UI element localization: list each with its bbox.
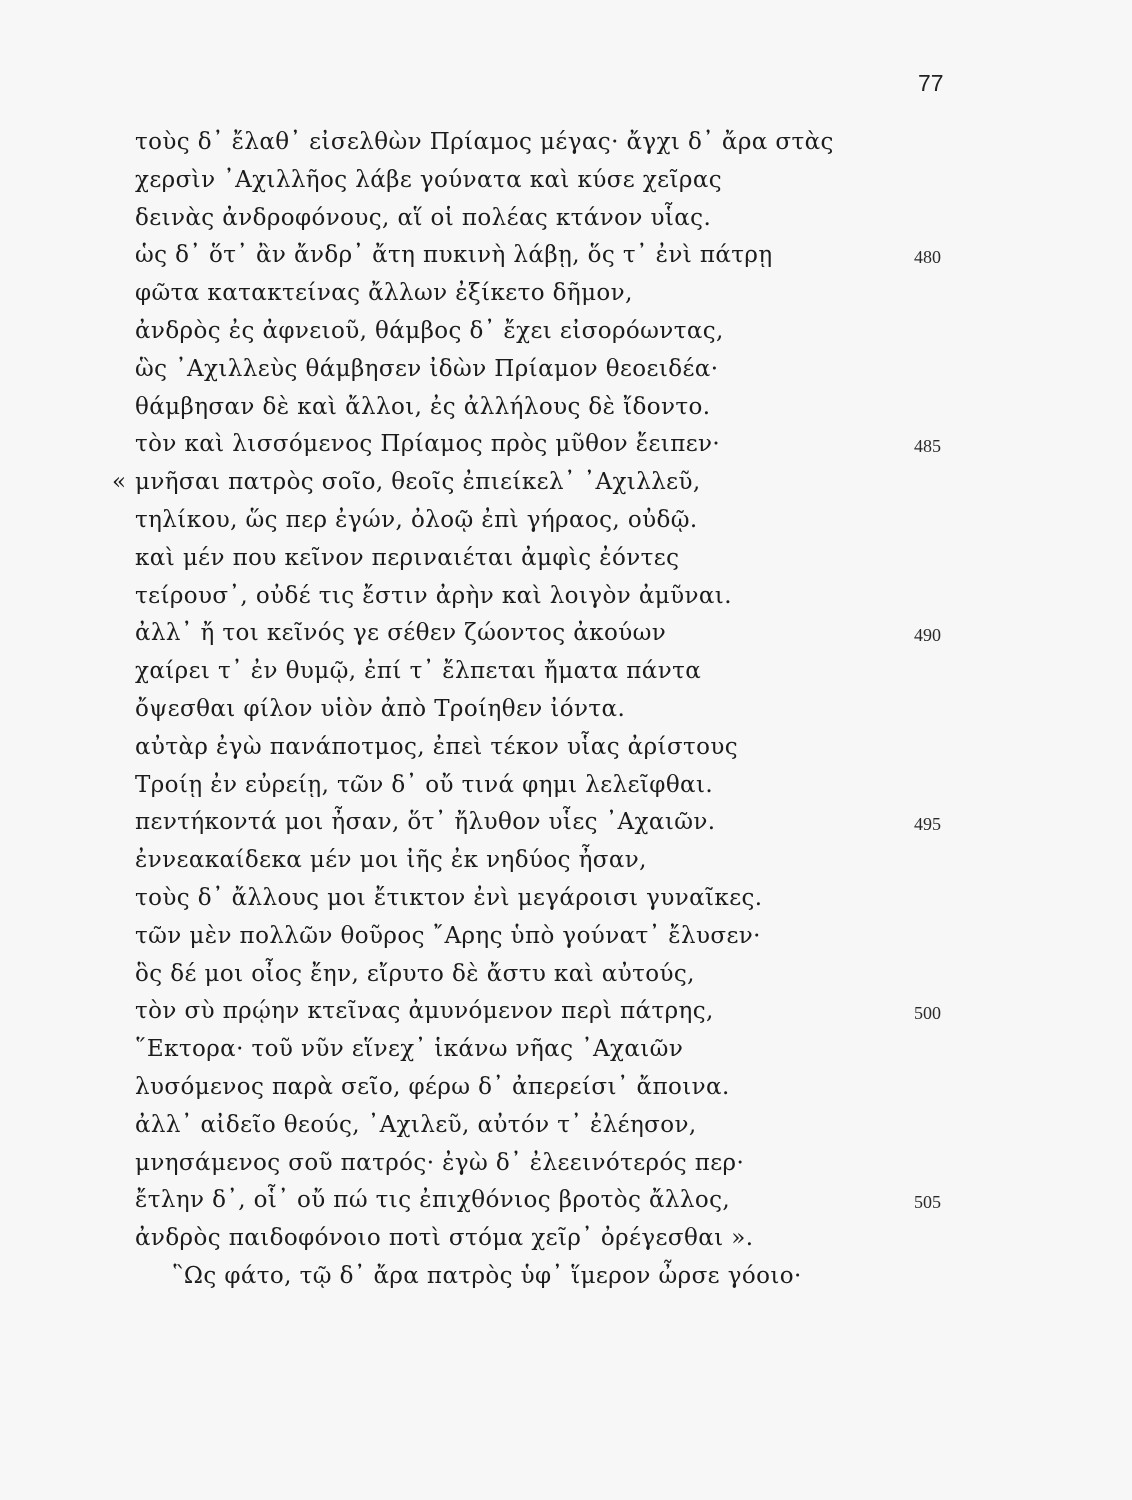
- verse-text: τείρουσ᾽, οὐδέ τις ἔστιν ἀρὴν καὶ λοιγὸν ἀμῦναι.: [135, 582, 732, 609]
- verse-line: [0, 767, 1132, 805]
- verse-text: ὃς δέ μοι οἶος ἔην, εἴρυτο δὲ ἄστυ καὶ αὐτούς,: [135, 960, 695, 987]
- verse-line: [0, 691, 1132, 729]
- verse-text: αὐτὰρ ἐγὼ πανάποτμος, ἐπεὶ τέκον υἷας ἀρίστους: [135, 733, 739, 760]
- verse-text: χερσὶν ᾽Αχιλλῆος λάβε γούνατα καὶ κύσε χεῖρας: [135, 166, 723, 193]
- verse-text: τὸν καὶ λισσόμενος Πρίαμος πρὸς μῦθον ἔειπεν·: [135, 431, 721, 458]
- verse-line: [0, 1258, 1132, 1296]
- verse-line: [0, 842, 1132, 880]
- verse-line: [0, 1145, 1132, 1183]
- verse-text: λυσόμενος παρὰ σεῖο, φέρω δ᾽ ἀπερείσι᾽ ἄποινα.: [135, 1073, 730, 1100]
- line-number: 490: [914, 625, 941, 646]
- verse-text: ἀλλ᾽ αἰδεῖο θεούς, ᾽Αχιλεῦ, αὐτόν τ᾽ ἐλέησον,: [135, 1111, 697, 1138]
- verse-line: [0, 540, 1132, 578]
- verse-text: ἀνδρὸς παιδοφόνοιο ποτὶ στόμα χεῖρ᾽ ὀρέγεσθαι ».: [135, 1225, 754, 1252]
- line-number: 500: [914, 1003, 941, 1024]
- verse-line: [0, 804, 1132, 842]
- verse-line: [0, 615, 1132, 653]
- verse-text: θάμβησαν δὲ καὶ ἄλλοι, ἐς ἀλλήλους δὲ ἴδοντο.: [135, 393, 711, 420]
- verse-line: [0, 956, 1132, 994]
- line-number: 480: [914, 247, 941, 268]
- line-number: 485: [914, 436, 941, 457]
- verse-text: τῶν μὲν πολλῶν θοῦρος ῎Αρης ὑπὸ γούνατ᾽ ἔλυσεν·: [135, 922, 761, 949]
- verse-line: [0, 200, 1132, 238]
- verse-line: [0, 162, 1132, 200]
- verse-text: Τροίῃ ἐν εὐρείῃ, τῶν δ᾽ οὔ τινά φημι λελεῖφθαι.: [135, 771, 714, 798]
- verse-text: καὶ μέν που κεῖνον περιναιέται ἀμφὶς ἐόντες: [135, 544, 680, 571]
- verse-text: μνησάμενος σοῦ πατρός· ἐγὼ δ᾽ ἐλεεινότερός περ·: [135, 1149, 745, 1176]
- verse-text: τὸν σὺ πρῴην κτεῖνας ἀμυνόμενον περὶ πάτρης,: [135, 998, 714, 1025]
- verse-line: [0, 464, 1132, 502]
- line-number: 495: [914, 814, 941, 835]
- quotation-mark: «: [112, 469, 127, 496]
- line-number: 505: [914, 1192, 941, 1213]
- verse-text: φῶτα κατακτείνας ἄλλων ἐξίκετο δῆμον,: [135, 280, 633, 307]
- verse-text: ὣς ᾽Αχιλλεὺς θάμβησεν ἰδὼν Πρίαμον θεοειδέα·: [135, 355, 719, 382]
- verse-line: [0, 653, 1132, 691]
- verse-line: [0, 1220, 1132, 1258]
- verse-line: [0, 313, 1132, 351]
- verse-text: πεντήκοντά μοι ἦσαν, ὅτ᾽ ἤλυθον υἷες ᾽Αχαιῶν.: [135, 809, 716, 836]
- verse-block: [0, 124, 1132, 1296]
- verse-text: ὄψεσθαι φίλον υἱὸν ἀπὸ Τροίηθεν ἰόντα.: [135, 695, 626, 722]
- verse-text: ῞Εκτορα· τοῦ νῦν εἵνεχ᾽ ἱκάνω νῆας ᾽Αχαιῶν: [135, 1036, 684, 1063]
- verse-line: [0, 918, 1132, 956]
- verse-line: [0, 124, 1132, 162]
- verse-text: ὡς δ᾽ ὅτ᾽ ἂν ἄνδρ᾽ ἄτη πυκινὴ λάβῃ, ὅς τ᾽ ἐνὶ πάτρῃ: [135, 242, 773, 269]
- verse-text: χαίρει τ᾽ ἐν θυμῷ, ἐπί τ᾽ ἔλπεται ἤματα πάντα: [135, 658, 702, 685]
- verse-text: τοὺς δ᾽ ἄλλους μοι ἔτικτον ἐνὶ μεγάροισι γυναῖκες.: [135, 884, 763, 911]
- verse-line: [0, 502, 1132, 540]
- verse-line: [0, 880, 1132, 918]
- verse-line: [0, 351, 1132, 389]
- verse-text: μνῆσαι πατρὸς σοῖο, θεοῖς ἐπιείκελ᾽ ᾽Αχιλλεῦ,: [135, 469, 701, 496]
- verse-line: [0, 275, 1132, 313]
- verse-line: [0, 237, 1132, 275]
- verse-text: τηλίκου, ὥς περ ἐγών, ὀλοῷ ἐπὶ γήραος, οὐδῷ.: [135, 506, 698, 533]
- page-number: 77: [918, 70, 944, 96]
- verse-text: ἀνδρὸς ἐς ἀφνειοῦ, θάμβος δ᾽ ἔχει εἰσορόωντας,: [135, 317, 724, 344]
- verse-line: [0, 426, 1132, 464]
- verse-line: [0, 1107, 1132, 1145]
- verse-text: ἀλλ᾽ ἤ τοι κεῖνός γε σέθεν ζώοντος ἀκούων: [135, 620, 667, 647]
- verse-line: [0, 1031, 1132, 1069]
- verse-line: [0, 578, 1132, 616]
- verse-line: [0, 1182, 1132, 1220]
- verse-line: [0, 729, 1132, 767]
- verse-line: [0, 389, 1132, 427]
- verse-text: δεινὰς ἀνδροφόνους, αἵ οἱ πολέας κτάνον υἷας.: [135, 204, 712, 231]
- verse-text: τοὺς δ᾽ ἔλαθ᾽ εἰσελθὼν Πρίαμος μέγας· ἄγχι δ᾽ ἄρα στὰς: [135, 129, 834, 155]
- verse-text: ἐννεακαίδεκα μέν μοι ἰῆς ἐκ νηδύος ἦσαν,: [135, 847, 647, 874]
- verse-line: [0, 993, 1132, 1031]
- verse-text: ἔτλην δ᾽, οἷ᾽ οὔ πώ τις ἐπιχθόνιος βροτὸς ἄλλος,: [135, 1187, 731, 1214]
- verse-text: ῝Ως φάτο, τῷ δ᾽ ἄρα πατρὸς ὑφ᾽ ἵμερον ὦρσε γόοιο·: [172, 1262, 802, 1289]
- verse-line: [0, 1069, 1132, 1107]
